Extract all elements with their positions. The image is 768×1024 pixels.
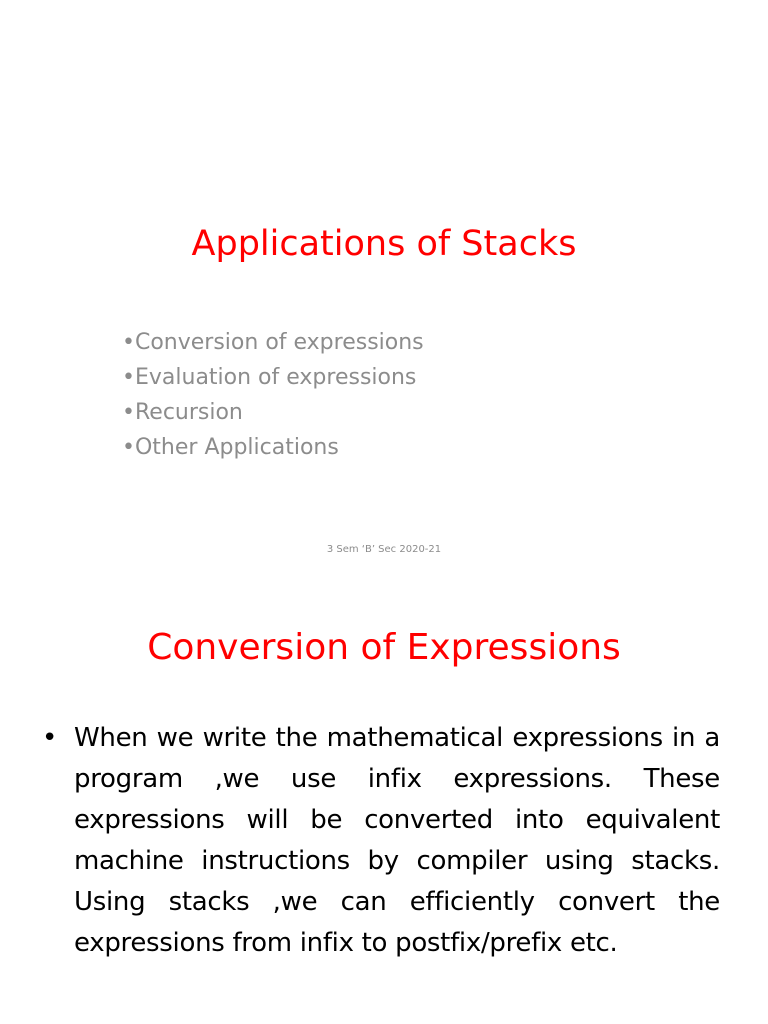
bullet-icon: • [122, 435, 135, 460]
slide-2-content [42, 718, 722, 964]
list-item [122, 430, 424, 465]
slide-footer: 3 Sem ‘B’ Sec 2020-21 [326, 544, 442, 555]
bullet-icon: • [122, 400, 135, 425]
bullet-icon: • [122, 330, 135, 355]
list-item-label: Evaluation of expressions [134, 365, 417, 390]
bullet-icon: • [122, 365, 135, 390]
slide-1-title: Applications of Stacks [191, 224, 577, 264]
list-item-label: Conversion of expressions [134, 330, 424, 355]
slide-2-title: Conversion of Expressions [147, 627, 621, 668]
list-item-label: Other Applications [134, 435, 339, 460]
topic-list [122, 325, 424, 465]
list-item-label: Recursion [134, 400, 243, 425]
list-item [122, 360, 424, 395]
list-item [122, 325, 424, 360]
bullet-icon: • [42, 723, 58, 753]
list-item [122, 395, 424, 430]
slide-2 [0, 576, 768, 1024]
body-paragraph: When we write the mathematical expressions in a program ,we use infix expressions. These expressions will be converted into equivalent machine instructions by compiler using stacks. Using stacks ,we can efficiently convert the expressions from infix to postfix/prefix etc. [74, 723, 720, 958]
